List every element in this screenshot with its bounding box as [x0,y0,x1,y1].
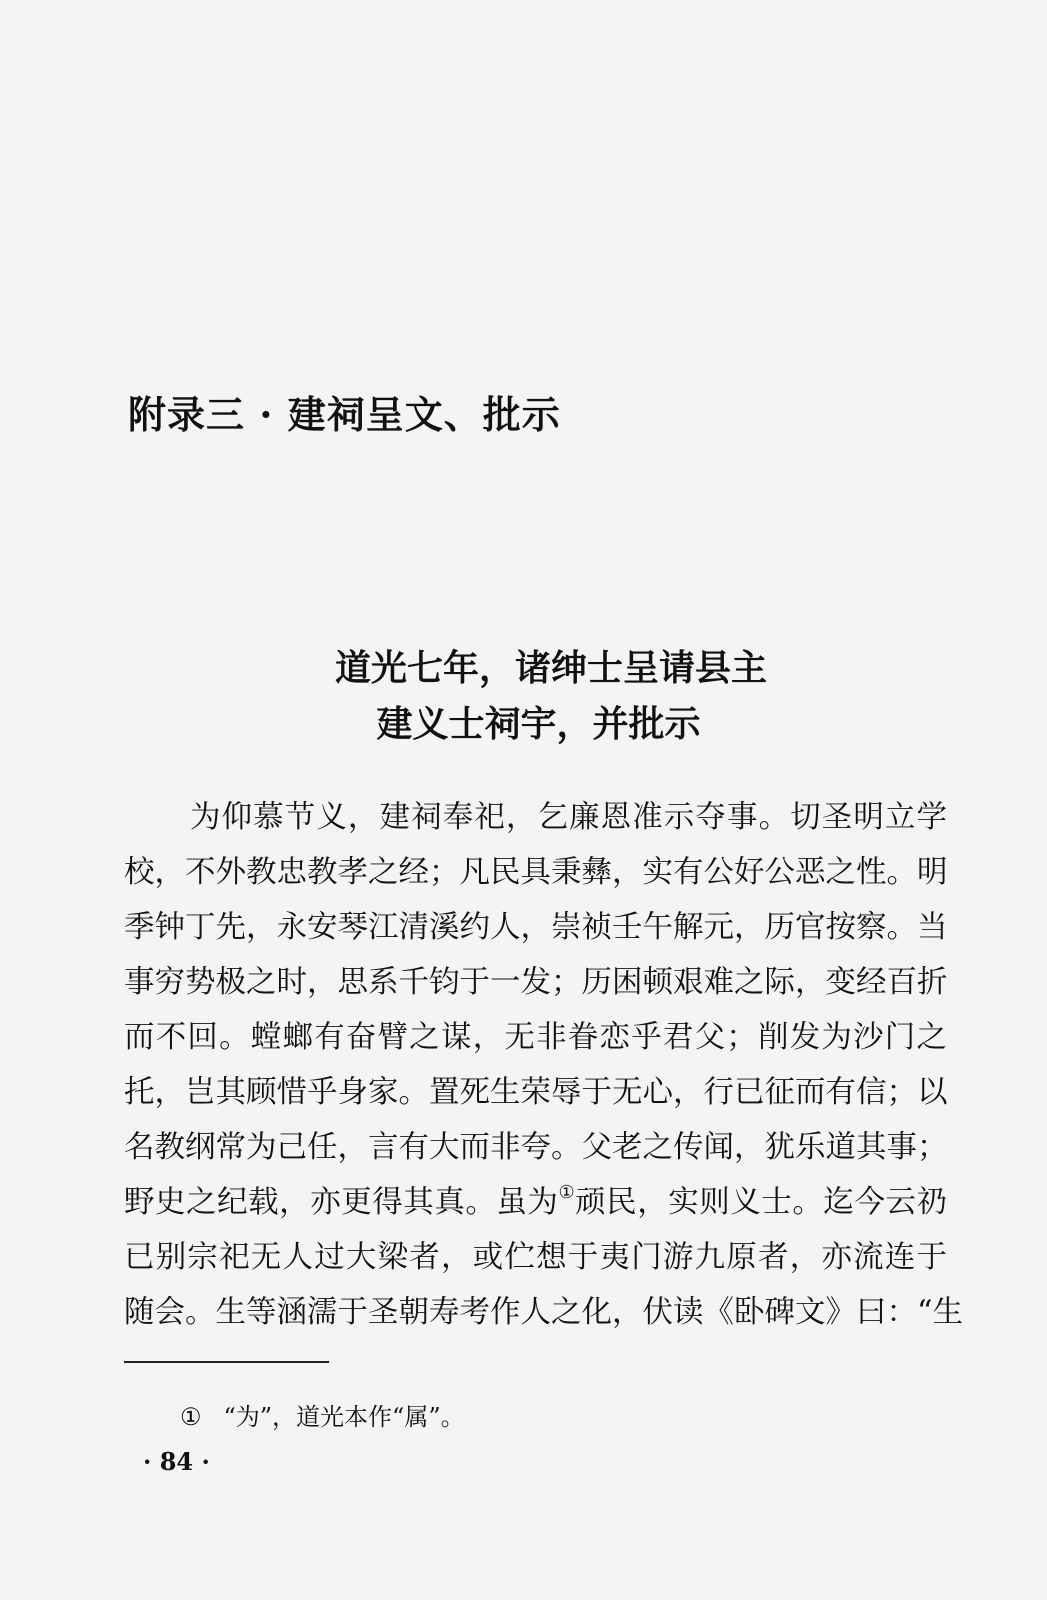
article-title [0,640,1047,752]
footnote-text: “为”，道光本作“属”。 [223,1403,465,1431]
body-line-part: 野史之纪载，亦更得其真。虽为 [124,1185,559,1220]
footnote-reference[interactable]: ① [558,1182,576,1203]
body-line: 季钟丁先，永安琴江清溪约人，崇祯壬午解元，历官按察。当 [124,910,948,945]
body-line: 已别宗祀无人过大梁者，或伫想于夷门游九原者，亦流连于 [124,1240,947,1275]
body-line: 托，岂其顾惜乎身家。置死生荣辱于无心，行已征而有信；以 [124,1075,948,1110]
body-line: 事穷势极之时，思系千钧于一发；历困顿艰难之际，变经百折 [124,965,948,1000]
body-line-with-footnote [124,1175,947,1230]
article-title-line-1: 道光七年，诸绅士呈请县主 [334,647,767,689]
article-title-line-2: 建义士祠宇，并批示 [376,703,701,745]
body-line: 校，不外教忠教孝之经；凡民具秉彝，实有公好公恶之性。明 [124,855,948,890]
body-line-part: 顽民，实则义士。迄今云礽 [575,1185,948,1220]
page-number: · 84 · [143,1447,210,1476]
body-line: 而不回。螳螂有奋臂之谋，无非眷恋乎君父；削发为沙门之 [124,1020,947,1055]
appendix-heading: 附录三 · 建祠呈文、批示 [128,392,561,437]
footnote-number: ① [180,1403,202,1431]
footnote-divider [124,1361,329,1363]
body-text [124,790,964,1340]
body-line: 随会。生等涵濡于圣朝寿考作人之化，伏读《卧碑文》曰：“生 [124,1295,964,1330]
body-line: 为仰慕节义，建祠奉祀，乞廉恩准示夺事。切圣明立学 [190,800,947,835]
footnote [180,1397,465,1432]
body-line: 名教纲常为己任，言有大而非夸。父老之传闻，犹乐道其事； [124,1130,948,1165]
